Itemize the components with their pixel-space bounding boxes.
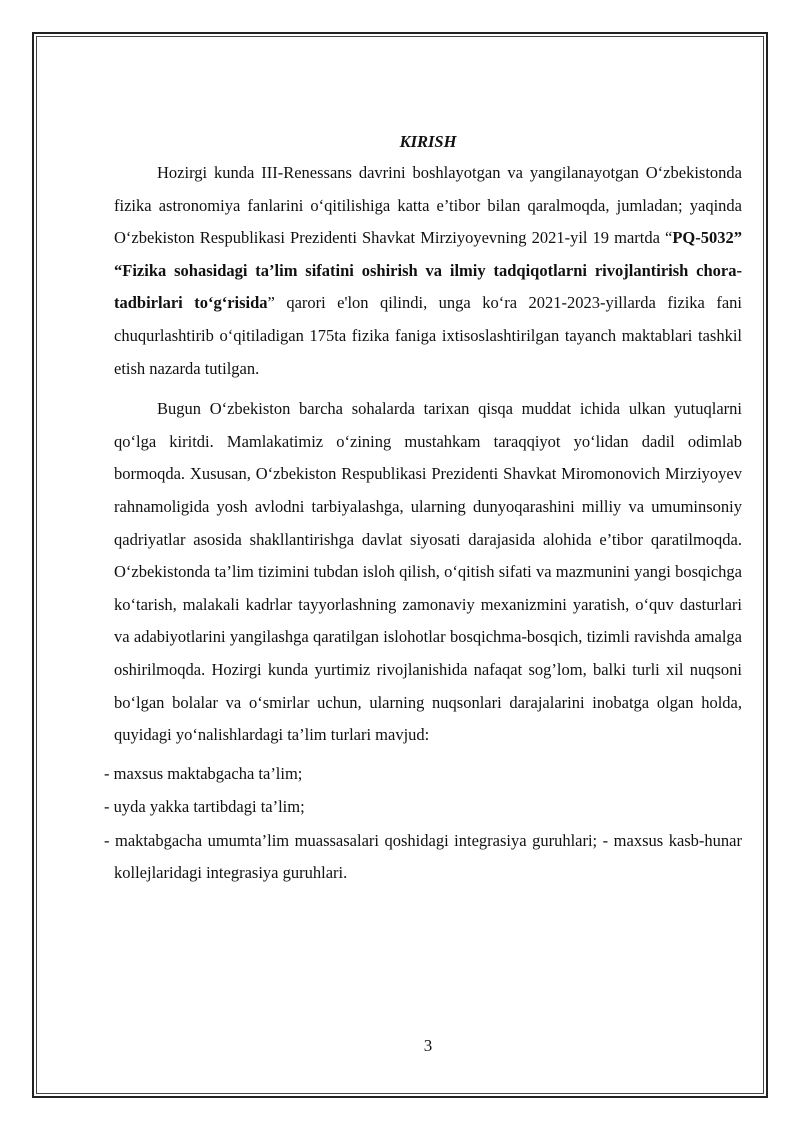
document-body [104, 128, 742, 891]
body-paragraph: Bugun O‘zbekiston barcha sohalarda tarixan qisqa muddat ichida ulkan yutuqlarni qo‘lga kiritdi. Mamlakatimiz o‘zining mustahkam taraqqiyot yo‘lidan dadil odimlab bormoqda. Xususan, O‘zbekiston Respublikasi Prezidenti Shavkat Miromonovich Mirziyoyev rahnamoligida yosh avlodni tarbiyalashga, ularning dunyoqarashini milliy va umuminsoniy qadriyatlar asosida shakllantirishga davlat siyosati darajasida alohida e’tibor qaratilmoqda. O‘zbekistonda ta’lim tizimini tubdan isloh qilish, o‘qitish sifati va mazmunini yangi bosqichga ko‘tarish, malakali kadrlar tayyorlashning zamonaviy mexanizmini yaratish, o‘quv dasturlari va adabiyotlarini yangilashga qaratilgan islohotlar bosqichma-bosqich, tizimli ravishda amalga oshirilmoqda. Hozirgi kunda yurtimiz rivojlanishida nafaqat sog’lom, balki turli xil nuqsoni bo‘lgan bolalar va o‘smirlar uchun, ularning nuqsonlari darajalarini inobatga olgan holda, quyidagi yo‘nalishlardagi ta’lim turlari mavjud: [114, 399, 742, 745]
section-title: KIRISH [399, 132, 457, 151]
intro-text-before: Hozirgi kunda III-Renessans davrini boshlayotgan va yangilanayotgan O‘zbekistonda fizika astronomiya fanlarini o‘qitilishiga katta e’tibor bilan qaralmoqda, jumladan; yaqinda O‘zbekiston Respublikasi Prezidenti Shavkat Mirziyoyevning 2021-yil 19 martda “ [114, 163, 742, 248]
intro-paragraph [114, 157, 742, 385]
intro-text-after: ” qarori e'lon qilindi, unga ko‘ra 2021-2023-yillarda fizika fani chuqurlashtirib o‘qitiladigan 175ta fizika faniga ixtisoslashtirilgan tayanch maktablari tashkil etish nazarda tutilgan. [114, 293, 742, 378]
education-types-list [104, 758, 742, 890]
list-item: - maktabgacha umumta’lim muassasalari qoshidagi integrasiya guruhlari; - maxsus kasb-hunar kollejlaridagi integrasiya guruhlari. [104, 830, 742, 883]
list-item: - uyda yakka tartibdagi ta’lim; [104, 797, 305, 817]
list-item: - maxsus maktabgacha ta’lim; [104, 763, 303, 783]
decree-title: PQ-5032” “Fizika sohasidagi ta’lim sifatini oshirish va ilmiy tadqiqotlarni rivojlantirish chora-tadbirlari to‘g‘risida [114, 228, 742, 313]
page-number: 3 [423, 1036, 433, 1055]
